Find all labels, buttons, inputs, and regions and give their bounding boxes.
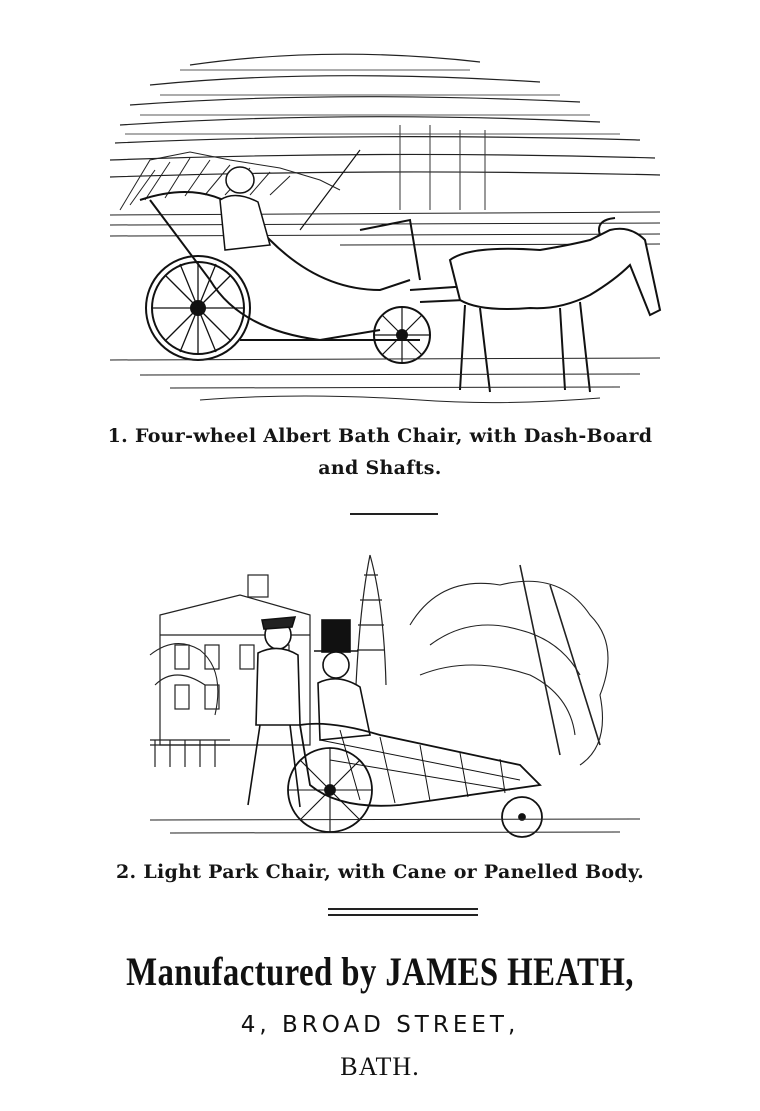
albert-bath-chair-illustration bbox=[0, 40, 760, 410]
figure-2-caption-text: 2. Light Park Chair, with Cane or Panelled Body. bbox=[115, 861, 645, 883]
rear-wheel bbox=[146, 256, 250, 360]
driver-figure bbox=[220, 167, 270, 250]
manufacturer-line: Manufactured by JAMES HEATH, bbox=[126, 949, 634, 994]
short-divider bbox=[350, 513, 438, 515]
light-park-chair-illustration bbox=[0, 545, 760, 845]
street-address: 4, BROAD STREET, bbox=[240, 1012, 520, 1038]
distant-pier bbox=[400, 125, 485, 210]
ground-hatching bbox=[110, 358, 660, 403]
double-rule-bottom bbox=[328, 914, 478, 916]
figure-1-caption-line-2: and Shafts. bbox=[318, 457, 442, 479]
figure-1-engraving bbox=[0, 40, 760, 410]
figure-1-caption-line-1: 1. Four-wheel Albert Bath Chair, with Dash-Board bbox=[107, 425, 653, 447]
passenger-figure bbox=[314, 620, 370, 740]
city-name: BATH. bbox=[340, 1052, 420, 1081]
sky-hatching bbox=[110, 54, 660, 177]
double-rule-top bbox=[328, 908, 478, 910]
figure-2-engraving bbox=[0, 545, 760, 845]
sea-lines bbox=[110, 212, 660, 245]
park-ground bbox=[150, 819, 640, 833]
attendant-figure bbox=[248, 617, 300, 807]
poplar-tree bbox=[356, 555, 386, 685]
front-wheel bbox=[374, 307, 430, 363]
figure-2-caption bbox=[60, 856, 700, 888]
figure-1-caption bbox=[60, 420, 700, 484]
